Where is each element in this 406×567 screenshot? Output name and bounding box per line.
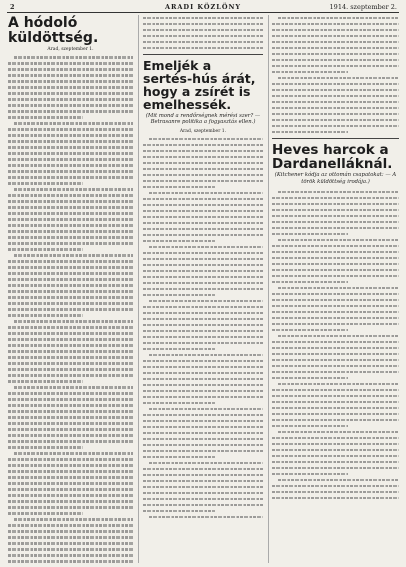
article-body-text xyxy=(143,136,263,520)
text-line xyxy=(143,514,263,520)
article-body-text xyxy=(143,15,263,51)
masthead: ARADI KÖZLÖNY xyxy=(164,3,242,11)
column-divider xyxy=(138,15,139,563)
article-divider xyxy=(272,138,399,139)
text-line xyxy=(8,558,133,563)
column-divider xyxy=(268,15,269,563)
article-headline: Heves harcok a Dardanelláknál. xyxy=(272,142,393,173)
article-subtitle: (Kitchener kódja az ottomán csapatokat: — A török küldöttség irodája.) xyxy=(274,172,397,185)
article-dateline: Arad, szeptember 1. xyxy=(47,47,94,53)
article-column-2 xyxy=(143,15,263,563)
issue-date: 1914. szeptember 2. xyxy=(329,3,397,11)
article-dateline: Arad, szeptember 1. xyxy=(179,128,227,134)
article-column-1 xyxy=(8,15,133,563)
article-divider xyxy=(143,54,263,55)
article-body-text xyxy=(272,189,399,501)
article-column-3 xyxy=(272,15,399,563)
text-line xyxy=(143,45,263,51)
article-headline: A hódoló küldöttség. xyxy=(8,15,99,46)
article-headline: Emeljék a sertés-hús árát, hogy a zsírét is emelhessék. xyxy=(143,58,256,113)
article-body-text xyxy=(8,54,133,563)
header-rule xyxy=(7,12,399,13)
article-subtitle: (Mit mond a rendőrségnek mérési szer? — Betrasanre politika a fogyasztás ellen.) xyxy=(145,112,261,126)
page-number: 2 xyxy=(10,3,15,11)
text-line xyxy=(272,129,399,135)
article-body-text xyxy=(272,15,399,135)
text-line xyxy=(272,495,399,501)
